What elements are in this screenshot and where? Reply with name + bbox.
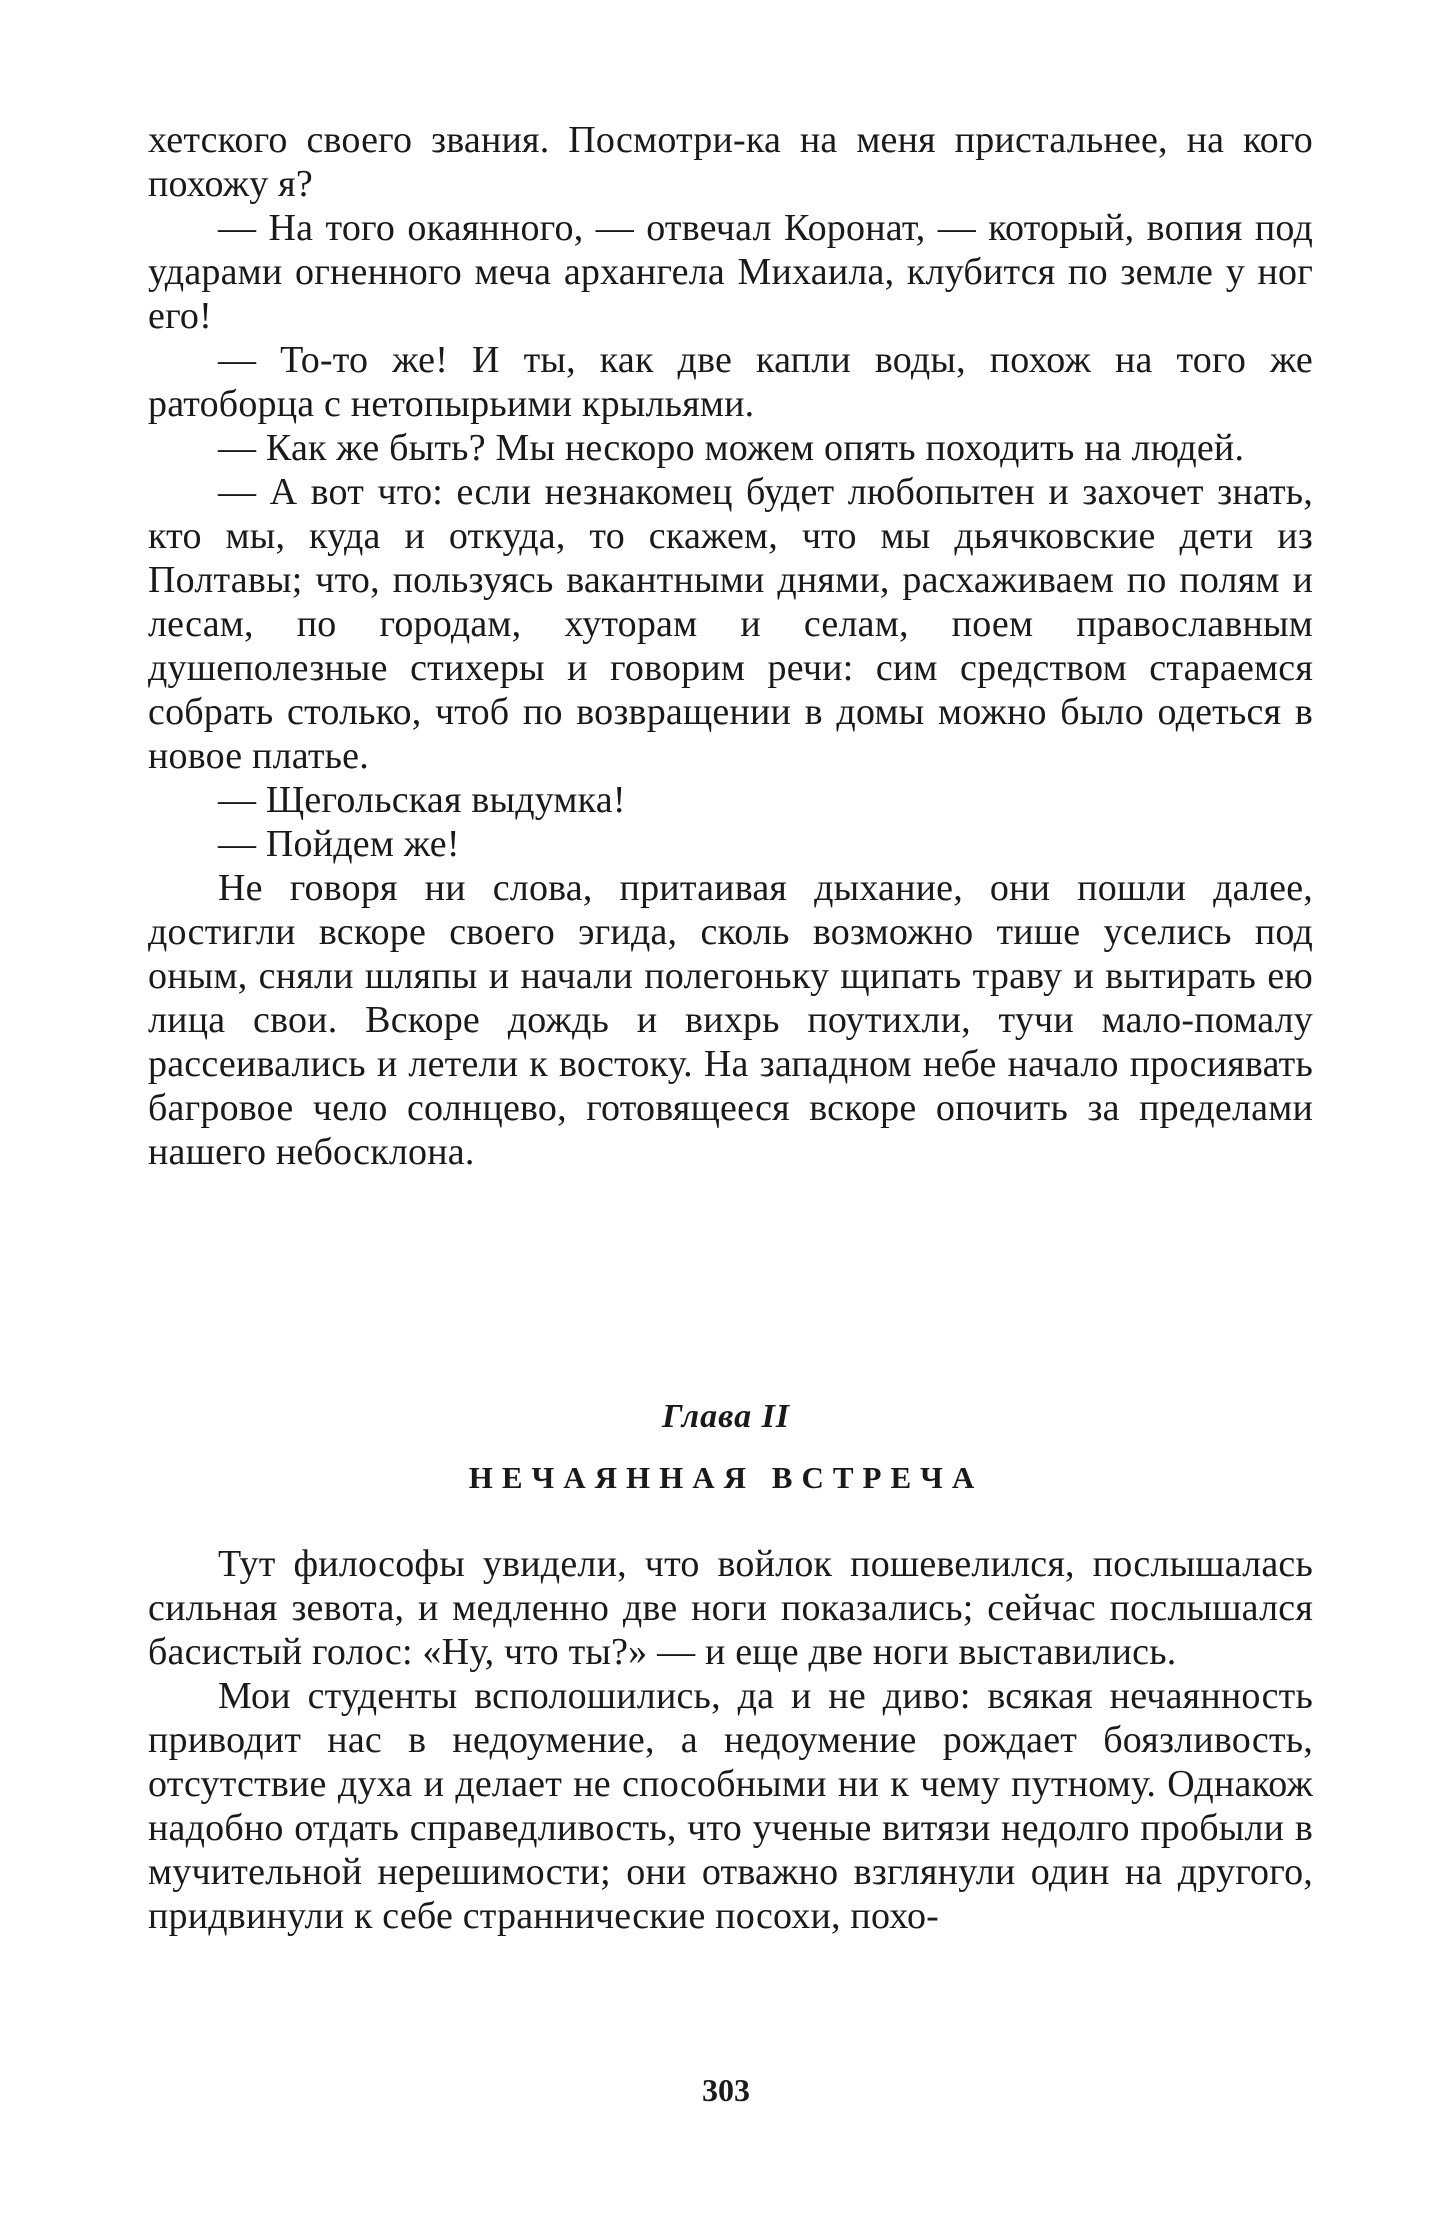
text-block-top	[148, 118, 1313, 1174]
chapter-title: НЕЧАЯННАЯ ВСТРЕЧА	[468, 1460, 984, 1495]
page-number: 303	[702, 2072, 750, 2108]
dialogue-line: — На того окаянного, — отвечал Коронат, — который, вопия под ударами огненного меча архангела Михаила, клубится по земле у ног его!	[148, 207, 1313, 337]
text-block-bottom	[148, 1542, 1313, 1938]
paragraph: Тут философы увидели, что войлок пошевелился, послышалась сильная зевота, и медленно две ноги показались; сейчас послышался басистый голос: «Ну, что ты?» — и еще две ноги выставились.	[148, 1543, 1313, 1673]
paragraph: Мои студенты всполошились, да и не диво: всякая нечаянность приводит нас в недоумение, а недоумение рождает боязливость, отсутствие духа и делает не способными ни к чему путному. Однакож надобно отдать справедливость, что ученые витязи недолго пробыли в мучительной нерешимости; они отважно взглянули один на другого, придвинули к себе страннические посохи, похо-	[148, 1675, 1313, 1937]
dialogue-line: — Пойдем же!	[218, 823, 460, 865]
dialogue-line: — То-то же! И ты, как две капли воды, похож на того же ратоборца с нетопырьими крыльями.	[148, 339, 1313, 425]
dialogue-line: — Щегольская выдумка!	[218, 779, 626, 821]
paragraph: Не говоря ни слова, притаивая дыхание, они пошли далее, достигли вскоре своего эгида, сколь возможно тише уселись под оным, сняли шляпы и начали полегоньку щипать траву и вытирать ею лица свои. Вскоре дождь и вихрь поутихли, тучи мало-помалу рассеивались и летели к востоку. На западном небе начало просиявать багровое чело солнцево, готовящееся вскоре опочить за пределами нашего небосклона.	[148, 867, 1313, 1173]
paragraph: хетского своего звания. Посмотри-ка на меня пристальнее, на кого похожу я?	[148, 119, 1313, 205]
dialogue-line: — Как же быть? Мы нескоро можем опять походить на людей.	[218, 427, 1245, 469]
dialogue-line: — А вот что: если незнакомец будет любопытен и захочет знать, кто мы, куда и откуда, то скажем, что мы дьячковские дети из Полтавы; что, пользуясь вакантными днями, расхаживаем по полям и лесам, по городам, хуторам и селам, поем православным душеполезные стихеры и говорим речи: сим средством стараемся собрать столько, чтоб по возвращении в домы можно было одеться в новое платье.	[148, 471, 1313, 777]
chapter-label: Глава II	[661, 1398, 791, 1435]
